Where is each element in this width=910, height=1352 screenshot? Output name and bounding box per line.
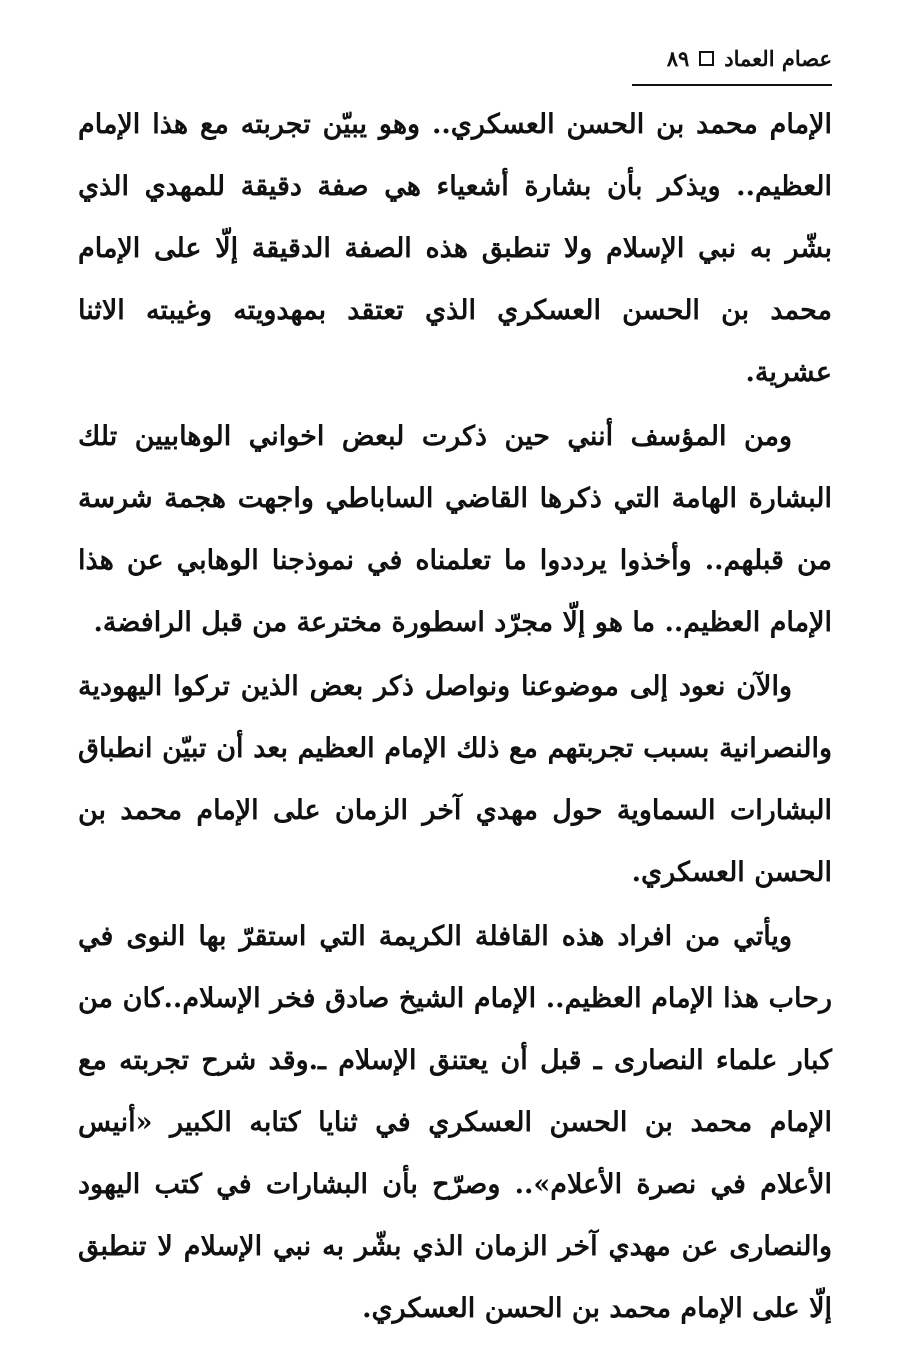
body-text xyxy=(78,94,832,1340)
book-page xyxy=(78,36,832,1342)
paragraph-2: ومن المؤسف أنني حين ذكرت لبعض اخواني الوهابيين تلك البشارة الهامة التي ذكرها القاضي الساباطي واجهت هجمة شرسة من قبلهم.. وأخذوا يرددوا ما تعلمناه في نموذجنا الوهابي عن هذا الإمام العظيم.. ما هو إلّا مجرّد اسطورة مخترعة من قبل الرافضة. xyxy=(78,421,832,638)
paragraph-3: والآن نعود إلى موضوعنا ونواصل ذكر بعض الذين تركوا اليهودية والنصرانية بسبب تجربتهم مع ذلك الإمام العظيم بعد أن تبيّن انطباق البشارات السماوية حول مهدي آخر الزمان على الإمام محمد بن الحسن العسكري. xyxy=(78,671,832,888)
paragraph-1: الإمام محمد بن الحسن العسكري.. وهو يبيّن تجربته مع هذا الإمام العظيم.. ويذكر بأن بشارة أشعياء هي صفة دقيقة للمهدي الذي بشّر به نبي الإسلام ولا تنطبق هذه الصفة الدقيقة إلّا على الإمام محمد بن الحسن العسكري الذي تعتقد بمهدويته وغيبته الاثنا عشرية. xyxy=(78,109,832,388)
square-ornament-icon xyxy=(699,51,714,66)
running-header xyxy=(632,36,832,86)
running-title: عصام العماد xyxy=(724,45,832,71)
page-number: ٨٩ xyxy=(666,45,690,71)
paragraph-4: ويأتي من افراد هذه القافلة الكريمة التي استقرّ بها النوى في رحاب هذا الإمام العظيم.. الإمام الشيخ صادق فخر الإسلام..كان من كبار علماء النصارى ـ قبل أن يعتنق الإسلام ـ.وقد شرح تجربته مع الإمام محمد بن الحسن العسكري في ثنايا كتابه الكبير «أنيس الأعلام في نصرة الأعلام».. وصرّح بأن البشارات في كتب اليهود والنصارى عن مهدي آخر الزمان الذي بشّر به نبي الإسلام لا تنطبق إلّا على الإمام محمد بن الحسن العسكري. xyxy=(78,921,832,1324)
